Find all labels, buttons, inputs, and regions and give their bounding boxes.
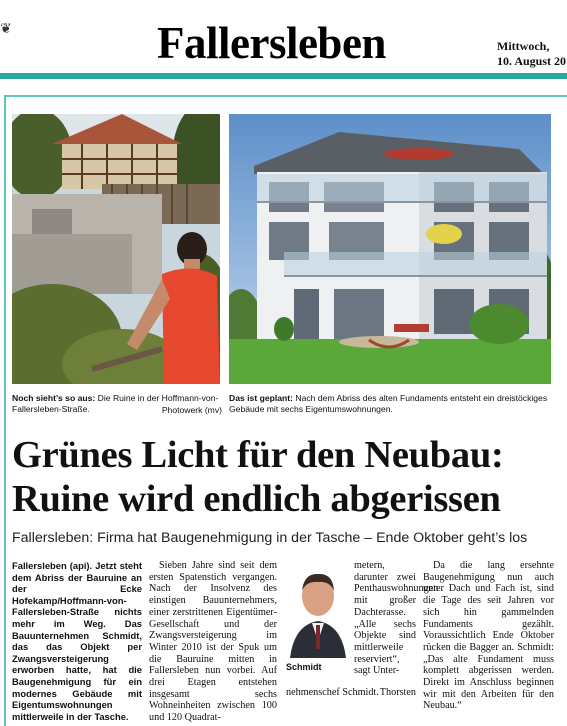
issue-weekday: Mittwoch,	[497, 39, 550, 53]
headline-line-2: Ruine wird endlich abgerissen	[12, 478, 501, 520]
article-column-4	[423, 560, 554, 712]
building-photo-caption	[229, 393, 553, 414]
article-column-3	[354, 560, 439, 677]
article-column-2	[149, 560, 277, 724]
article-lead: Fallersleben (api). Jetzt steht dem Abriss der Bauruine an der Ecke Hofekamp/Hoffmann-von-Fallersleben-Straße nichts mehr im Weg. Das Bauunternehmen Schmidt, das das Objekt per Zwangsversteigerung erworben hatte, hat die Baugenehmigung für ein modernes Gebäude mit Eigentumswohnungen mittlerweile in der Tasche.	[12, 560, 142, 722]
article-frame-top	[4, 95, 567, 97]
portrait-photo	[286, 563, 350, 658]
column-3-tail: Thorsten	[379, 687, 416, 698]
building-caption-text: Nach dem Abriss des alten Fundaments entsteht ein dreistöckiges Gebäude mit sechs Eigentumswohnungen.	[229, 393, 548, 414]
portrait-caption: Schmidt	[286, 662, 322, 672]
masthead-rule	[0, 73, 567, 79]
column-2-text: Sieben Jahre sind seit dem ersten Spatenstich vergangen. Nach der Insolvenz des einstigen Bauunternehmers, einer zerstrittenen Eigentümer-Gesellschaft und der Zwangsversteigerung im Winter 2010 ist der Spuk um die Bauruine mitten in Fallersleben nun vorbei. Auf drei Etagen entstehen insgesamt sechs Wohneinheiten zwischen 100 und 120 Quadrat-	[149, 560, 277, 724]
new-building-rendering	[229, 114, 551, 384]
headline-line-1: Grünes Licht für den Neubau:	[12, 434, 504, 476]
column-3-text: metern, darunter zwei Penthauswohnungen mit großer Dachterasse. „Alle sechs Objekte sind mittlerweile reserviert“, sagt Unter-	[354, 560, 439, 677]
column-4-text: Da die lang ersehnte Baugenehmigung nun auch unter Dach und Fach ist, sind die Tage des seit Jahren vor sich hin gammelnden Fundaments gezählt. Voraussichtlich Ende Oktober rücken die Bagger an. Schmidt: „Das alte Fundament muss komplett abgerissen werden. Direkt im Anschluss beginnen wir mit den Arbeiten für den Neubau.“	[423, 560, 554, 712]
photo-credit: Photowerk (mv)	[161, 405, 222, 415]
masthead	[0, 0, 567, 78]
ruin-caption-lead: Noch sieht’s so aus:	[12, 393, 96, 403]
article-subheadline: Fallersleben: Firma hat Baugenehmigung in der Tasche – Ende Oktober geht’s los	[12, 530, 528, 546]
ruin-caption-text: Die Ruine in der Hoffmann-von-Fallersleben-Straße.	[12, 393, 219, 414]
article-headline	[12, 433, 562, 521]
column-3-continuation: nehmenschef Schmidt.	[286, 687, 379, 698]
crest-icon: ❦	[0, 20, 12, 36]
building-caption-lead: Das ist geplant:	[229, 393, 293, 403]
article-frame-left	[4, 95, 6, 726]
ruin-photo	[12, 114, 220, 384]
newspaper-name: Fallersleben	[157, 18, 386, 68]
issue-date: 10. August 20	[497, 54, 567, 68]
